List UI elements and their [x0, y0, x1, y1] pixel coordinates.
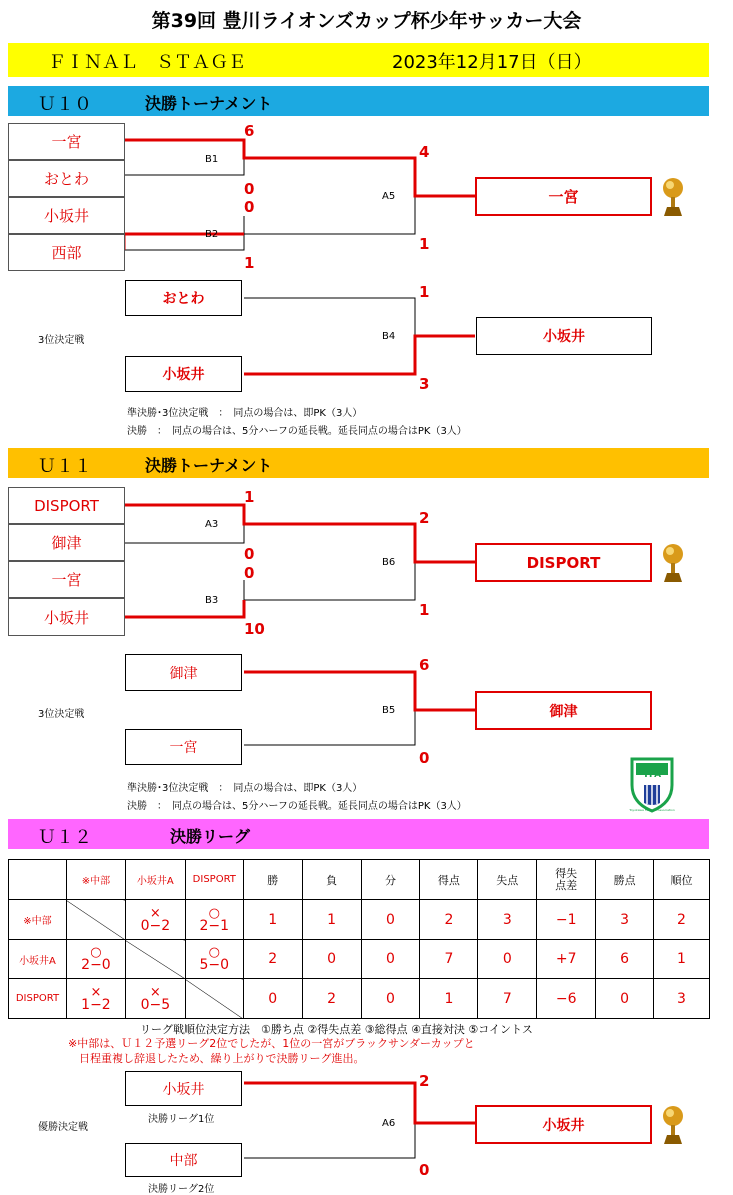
u11-subtitle: 決勝トーナメント — [145, 456, 273, 475]
result-cell: × 0−5 — [125, 979, 185, 1019]
score: 0 — [244, 180, 255, 198]
stat-cell: 0 — [596, 979, 654, 1019]
event-date: 2023年12月17日（日） — [392, 52, 592, 73]
tfa-logo — [628, 755, 676, 813]
u12-final-sub-2: 決勝リーグ2位 — [148, 1184, 215, 1195]
col-header: 負 — [302, 860, 361, 900]
col-header: 勝点 — [596, 860, 654, 900]
stat-cell: 0 — [302, 940, 361, 979]
result-cell: ○ 5−0 — [185, 940, 243, 979]
score: 1 — [244, 254, 255, 272]
u11-match-b6: B6 — [382, 557, 396, 568]
table-header-row — [9, 860, 710, 900]
u10-third-team-2: 小坂井 — [125, 356, 242, 392]
u11-team-4: 小坂井 — [8, 598, 125, 636]
stat-cell: 7 — [478, 979, 537, 1019]
row-team: DISPORT — [9, 979, 67, 1019]
stage-label: ＦＩＮＡＬ ＳＴＡＧＥ — [48, 52, 246, 73]
stat-cell: 3 — [478, 900, 537, 940]
score: 2 — [419, 1072, 430, 1090]
u10-label: Ｕ１０ — [38, 94, 92, 115]
score: 10 — [244, 620, 265, 638]
col-header: 失点 — [478, 860, 537, 900]
stat-cell: −6 — [537, 979, 596, 1019]
stat-cell: 0 — [361, 979, 420, 1019]
score: 0 — [244, 545, 255, 563]
result-cell: × 0−2 — [125, 900, 185, 940]
stat-cell: 2 — [302, 979, 361, 1019]
u10-match-b2: B2 — [205, 229, 219, 240]
u10-rule-2: 決勝 ： 同点の場合は、5分ハーフの延長戦。延長同点の場合はPK（3人） — [127, 426, 467, 437]
col-header: 得点 — [420, 860, 478, 900]
u10-team-3: 小坂井 — [8, 197, 125, 234]
u11-third-label: 3位決定戦 — [38, 709, 85, 720]
table-row — [9, 940, 710, 979]
u11-team-3: 一宮 — [8, 561, 125, 598]
u10-third-place: 小坂井 — [476, 317, 652, 355]
row-team: 小坂井A — [9, 940, 67, 979]
tfa-logo-subtext: Toyokawa Football Association — [629, 808, 675, 812]
diagonal-cell — [66, 900, 125, 940]
trophy-icon — [660, 1104, 686, 1146]
u10-third-label: 3位決定戦 — [38, 335, 85, 346]
u10-team-4: 西部 — [8, 234, 125, 271]
u11-third-place: 御津 — [475, 691, 652, 730]
col-header: 順位 — [654, 860, 710, 900]
score: 6 — [244, 122, 255, 140]
stat-cell: 2 — [243, 940, 302, 979]
stat-cell: 0 — [243, 979, 302, 1019]
remark-line-2: 日程重複し辞退したため、繰り上がりで決勝リーグ進出。 — [68, 1052, 365, 1065]
u10-subtitle: 決勝トーナメント — [145, 94, 273, 113]
u10-team-1: 一宮 — [8, 123, 125, 160]
u11-team-1: DISPORT — [8, 487, 125, 524]
u11-label: Ｕ１１ — [38, 456, 92, 477]
remark-line-1: ※中部は、Ｕ１２予選リーグ2位でしたが、1位の一宮がブラックサンダーカップと — [68, 1037, 475, 1050]
u10-team-2: おとわ — [8, 160, 125, 197]
score: 0 — [419, 1161, 430, 1179]
u11-third-team-1: 御津 — [125, 654, 242, 691]
stat-cell: 1 — [243, 900, 302, 940]
score: 1 — [419, 601, 430, 619]
u10-match-b4: B4 — [382, 331, 396, 342]
row-team: ※中部 — [9, 900, 67, 940]
stat-cell: +7 — [537, 940, 596, 979]
score: 1 — [419, 235, 430, 253]
result-cell: × 1−2 — [66, 979, 125, 1019]
u11-team-2: 御津 — [8, 524, 125, 561]
stat-cell: 0 — [361, 900, 420, 940]
u12-champion: 小坂井 — [475, 1105, 652, 1144]
u12-final-team-2: 中部 — [125, 1143, 242, 1177]
u11-champion: DISPORT — [475, 543, 652, 582]
score: 0 — [419, 749, 430, 767]
u10-rule-1: 準決勝･3位決定戦 ： 同点の場合は、即PK（3人） — [127, 408, 363, 419]
tfa-logo-text: TFA — [642, 770, 662, 780]
u12-final-label: 優勝決定戦 — [38, 1122, 88, 1133]
stat-cell: 1 — [302, 900, 361, 940]
stat-cell: 1 — [420, 979, 478, 1019]
u11-match-a3: A3 — [205, 519, 219, 530]
stat-cell: 3 — [596, 900, 654, 940]
stat-cell: 2 — [654, 900, 710, 940]
stat-cell: 2 — [420, 900, 478, 940]
u12-match-a6: A6 — [382, 1118, 396, 1129]
diagonal-cell — [185, 979, 243, 1019]
ranking-rule: リーグ戦順位決定方法 ①勝ち点 ②得失点差 ③総得点 ④直接対決 ⑤コイントス — [140, 1023, 533, 1036]
table-row — [9, 900, 710, 940]
score: 2 — [419, 509, 430, 527]
stat-cell: 0 — [361, 940, 420, 979]
u12-final-team-1: 小坂井 — [125, 1071, 242, 1106]
trophy-icon — [660, 542, 686, 584]
result-cell: ○ 2−1 — [185, 900, 243, 940]
score: 0 — [244, 198, 255, 216]
stat-cell: 7 — [420, 940, 478, 979]
stat-cell: −1 — [537, 900, 596, 940]
score: 1 — [419, 283, 430, 301]
u10-champion: 一宮 — [475, 177, 652, 216]
u10-match-a5: A5 — [382, 191, 396, 202]
u10-match-b1: B1 — [205, 154, 219, 165]
u11-match-b3: B3 — [205, 595, 219, 606]
score: 3 — [419, 375, 430, 393]
league-table — [8, 859, 710, 1019]
u12-subtitle: 決勝リーグ — [170, 827, 251, 846]
stat-cell: 3 — [654, 979, 710, 1019]
table-row — [9, 979, 710, 1019]
trophy-icon — [660, 176, 686, 218]
u11-rule-1: 準決勝･3位決定戦 ： 同点の場合は、即PK（3人） — [127, 783, 363, 794]
col-header: 勝 — [243, 860, 302, 900]
stat-cell: 0 — [478, 940, 537, 979]
col-header: 小坂井A — [125, 860, 185, 900]
stat-cell: 1 — [654, 940, 710, 979]
u11-header — [8, 448, 709, 478]
score: 0 — [244, 564, 255, 582]
stat-cell: 6 — [596, 940, 654, 979]
u12-final-sub-1: 決勝リーグ1位 — [148, 1114, 215, 1125]
score: 1 — [244, 488, 255, 506]
u11-rule-2: 決勝 ： 同点の場合は、5分ハーフの延長戦。延長同点の場合はPK（3人） — [127, 801, 467, 812]
score: 4 — [419, 143, 430, 161]
col-header: 得失 点差 — [537, 860, 596, 900]
u10-third-team-1: おとわ — [125, 280, 242, 316]
col-header: ※中部 — [66, 860, 125, 900]
u11-third-team-2: 一宮 — [125, 729, 242, 765]
corner-cell — [9, 860, 67, 900]
result-cell: ○ 2−0 — [66, 940, 125, 979]
diagonal-cell — [125, 940, 185, 979]
u12-header — [8, 819, 709, 849]
col-header: DISPORT — [185, 860, 243, 900]
u11-match-b5: B5 — [382, 705, 396, 716]
score: 6 — [419, 656, 430, 674]
page-title: 第39回 豊川ライオンズカップ杯少年サッカー大会 — [151, 10, 582, 32]
u12-label: Ｕ１２ — [38, 827, 92, 848]
col-header: 分 — [361, 860, 420, 900]
